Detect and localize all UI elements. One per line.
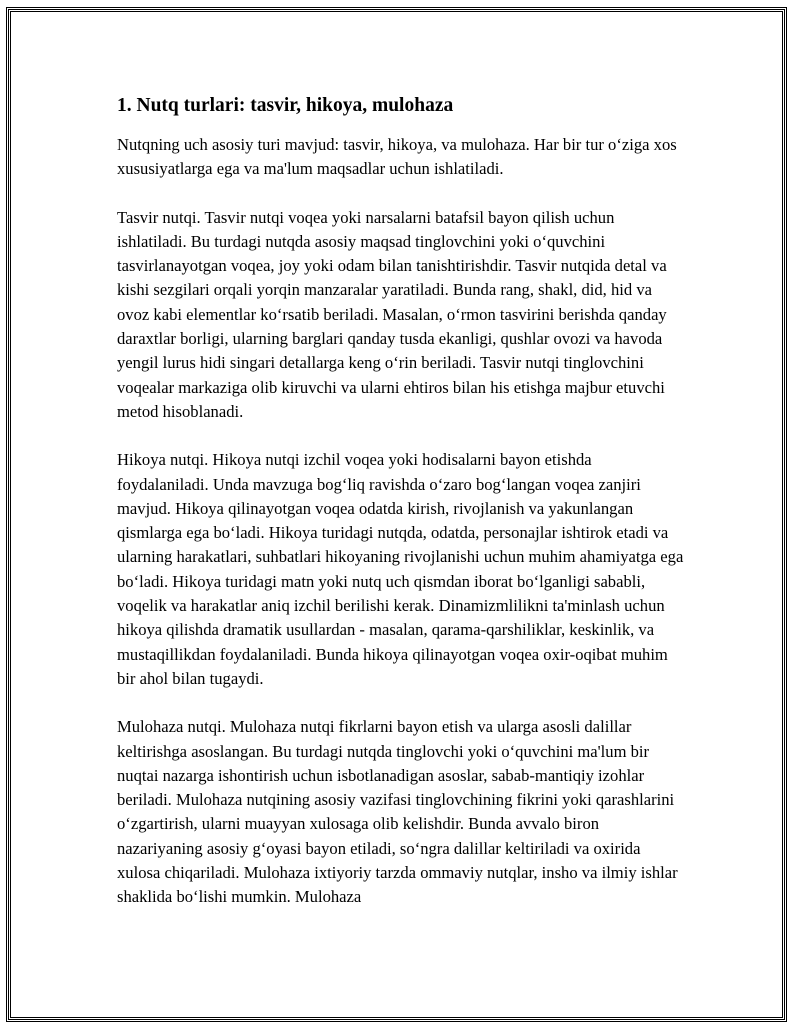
document-body <box>117 94 687 934</box>
intro-paragraph: Nutqning uch asosiy turi mavjud: tasvir, hikoya, va mulohaza. Har bir tur o‘ziga xos xususiyatlarga ega va ma'lum maqsadlar uchun ishlatiladi. <box>117 135 677 179</box>
hikoya-paragraph: Hikoya nutqi. Hikoya nutqi izchil voqea yoki hodisalarni bayon etishda foydalaniladi. Unda mavzuga bog‘liq ravishda o‘zaro bog‘langan voqea zanjiri mavjud. Hikoya qilinayotgan voqea odatda kirish, rivojlanish va yakunlangan qismlarga ega bo‘ladi. Hikoya turidagi nutqda, odatda, personajlar ishtirok etadi va ularning harakatlari, suhbatlari hikoyaning rivojlanishi uchun muhim ahamiyatga ega bo‘ladi. Hikoya turidagi matn yoki nutq uch qismdan iborat bo‘lganligi sababli, voqelik va harakatlar aniq izchil berilishi kerak. Dinamizmlilikni ta'minlash uchun hikoya qilishda dramatik usullardan - masalan, qarama-qarshiliklar, keskinlik, va mustaqillikdan foydalaniladi. Bunda hikoya qilinayotgan voqea oxir-oqibat muhim bir ahol bilan tugaydi. <box>117 450 684 688</box>
tasvir-paragraph: Tasvir nutqi. Tasvir nutqi voqea yoki narsalarni batafsil bayon qilish uchun ishlatiladi. Bu turdagi nutqda asosiy maqsad tinglovchini yoki o‘quvchini tasvirlanayotgan voqea, joy yoki odam bilan tanishtirishdir. Tasvir nutqida detal va kishi sezgilari orqali yorqin manzaralar yaratiladi. Bunda rang, shakl, did, hid va ovoz kabi elementlar ko‘rsatib beriladi. Masalan, o‘rmon tasvirini berishda qanday daraxtlar borligi, ularning barglari qanday tusda ekanligi, qushlar ovozi va havoda yengil lurus hidi singari detallarga keng o‘rin beriladi. Tasvir nutqi tinglovchini voqealar markaziga olib kiruvchi va ularni ehtiros bilan his etishga majbur etuvchi metod hisoblanadi. <box>117 207 667 421</box>
mulohaza-paragraph: Mulohaza nutqi. Mulohaza nutqi fikrlarni bayon etish va ularga asosli dalillar keltirishga asoslangan. Bu turdagi nutqda tinglovchi yoki o‘quvchini ma'lum bir nuqtai nazarga ishontirish uchun isbotlanadigan asoslar, sabab-mantiqiy izohlar beriladi. Mulohaza nutqining asosiy vazifasi tinglovchining fikrini yoki qarashlarini o‘zgartirish, ularni muayyan xulosaga olib kelishdir. Bunda avvalo biron nazariyaning asosiy g‘oyasi bayon etiladi, so‘ngra dalillar keltiriladi va oxirida xulosa chiqariladi. Mulohaza ixtiyoriy tarzda ommaviy nutqlar, insho va ilmiy ishlar shaklida bo‘lishi mumkin. Mulohaza <box>117 717 678 907</box>
section-heading: 1. Nutq turlari: tasvir, hikoya, mulohaza <box>117 95 454 116</box>
